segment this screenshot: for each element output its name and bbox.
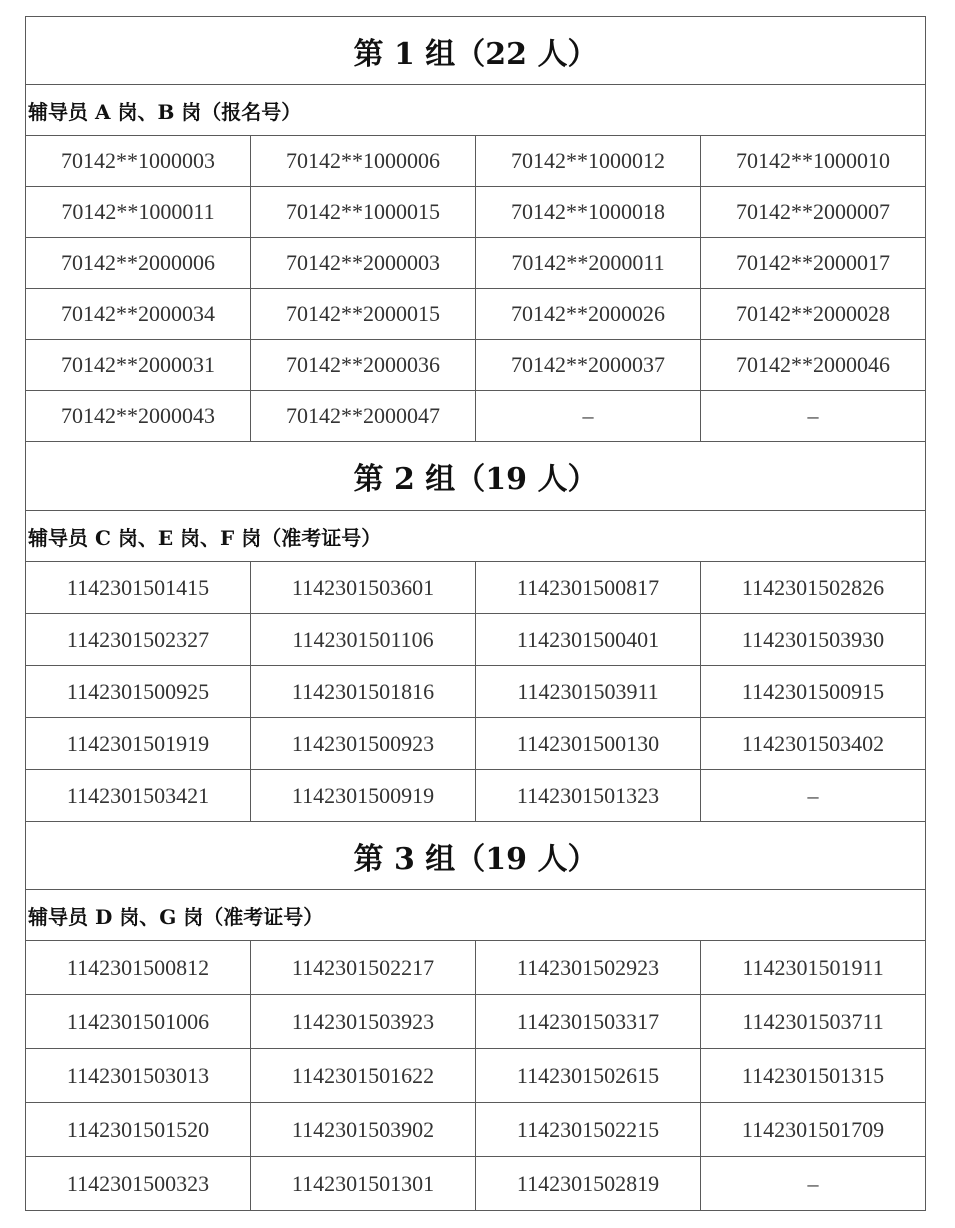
table-cell: 1142301501816 bbox=[251, 666, 476, 718]
table-cell: 70142**2000037 bbox=[476, 340, 701, 391]
group-subtitle: 辅导员 C 岗、E 岗、F 岗（准考证号） bbox=[26, 511, 926, 562]
table-cell: 1142301501520 bbox=[26, 1103, 251, 1157]
table-cell: 70142**2000006 bbox=[26, 238, 251, 289]
table-row bbox=[26, 238, 926, 289]
table-row bbox=[26, 136, 926, 187]
table-cell: 1142301500925 bbox=[26, 666, 251, 718]
table-cell: 1142301500919 bbox=[251, 770, 476, 822]
table-cell: 1142301502215 bbox=[476, 1103, 701, 1157]
table-row bbox=[26, 614, 926, 666]
table-cell: 1142301502819 bbox=[476, 1157, 701, 1211]
table-cell: 1142301501315 bbox=[701, 1049, 926, 1103]
table-cell: 70142**2000011 bbox=[476, 238, 701, 289]
table-cell: 70142**2000015 bbox=[251, 289, 476, 340]
table-cell: 1142301500130 bbox=[476, 718, 701, 770]
table-cell: 1142301502923 bbox=[476, 941, 701, 995]
table-row bbox=[26, 1103, 926, 1157]
group-title: 第 2 组（19 人） bbox=[26, 442, 926, 511]
table-cell: 1142301501911 bbox=[701, 941, 926, 995]
table-row bbox=[26, 289, 926, 340]
table-cell: 70142**1000006 bbox=[251, 136, 476, 187]
table-cell: 1142301501301 bbox=[251, 1157, 476, 1211]
table-cell: 1142301503402 bbox=[701, 718, 926, 770]
table-cell: 1142301501006 bbox=[26, 995, 251, 1049]
group-roster-table bbox=[25, 16, 926, 1211]
table-cell: 70142**2000031 bbox=[26, 340, 251, 391]
table-cell: 1142301500323 bbox=[26, 1157, 251, 1211]
table-row bbox=[26, 562, 926, 614]
table-cell: 1142301501106 bbox=[251, 614, 476, 666]
table-cell: 70142**2000017 bbox=[701, 238, 926, 289]
table-cell: 1142301501415 bbox=[26, 562, 251, 614]
table-cell: 1142301501709 bbox=[701, 1103, 926, 1157]
table-cell: 1142301503923 bbox=[251, 995, 476, 1049]
table-cell: – bbox=[476, 391, 701, 442]
table-cell: 70142**1000003 bbox=[26, 136, 251, 187]
table-cell: 1142301500817 bbox=[476, 562, 701, 614]
table-row bbox=[26, 995, 926, 1049]
table-cell: 1142301502826 bbox=[701, 562, 926, 614]
table-row bbox=[26, 770, 926, 822]
table-cell: 70142**1000011 bbox=[26, 187, 251, 238]
table-cell: 1142301501919 bbox=[26, 718, 251, 770]
table-cell: – bbox=[701, 1157, 926, 1211]
table-row bbox=[26, 941, 926, 995]
group-subtitle: 辅导员 D 岗、G 岗（准考证号） bbox=[26, 890, 926, 941]
table-cell: 70142**1000015 bbox=[251, 187, 476, 238]
table-cell: 1142301503601 bbox=[251, 562, 476, 614]
table-cell: 1142301500923 bbox=[251, 718, 476, 770]
table-cell: 1142301502217 bbox=[251, 941, 476, 995]
table-cell: 1142301503930 bbox=[701, 614, 926, 666]
table-cell: 70142**2000047 bbox=[251, 391, 476, 442]
table-cell: 1142301500401 bbox=[476, 614, 701, 666]
table-row bbox=[26, 1157, 926, 1211]
group-2 bbox=[26, 442, 926, 822]
table-row bbox=[26, 666, 926, 718]
table-cell: 70142**2000036 bbox=[251, 340, 476, 391]
table-cell: 1142301503902 bbox=[251, 1103, 476, 1157]
group-title: 第 1 组（22 人） bbox=[26, 17, 926, 85]
table-cell: 1142301503421 bbox=[26, 770, 251, 822]
table-row bbox=[26, 718, 926, 770]
table-cell: – bbox=[701, 770, 926, 822]
table-row bbox=[26, 187, 926, 238]
table-cell: 70142**1000018 bbox=[476, 187, 701, 238]
table-cell: – bbox=[701, 391, 926, 442]
table-cell: 1142301500915 bbox=[701, 666, 926, 718]
table-cell: 1142301501323 bbox=[476, 770, 701, 822]
table-cell: 1142301503711 bbox=[701, 995, 926, 1049]
table-cell: 1142301502615 bbox=[476, 1049, 701, 1103]
table-cell: 70142**2000007 bbox=[701, 187, 926, 238]
table-cell: 1142301503911 bbox=[476, 666, 701, 718]
table-cell: 1142301503013 bbox=[26, 1049, 251, 1103]
table-cell: 1142301503317 bbox=[476, 995, 701, 1049]
table-cell: 1142301500812 bbox=[26, 941, 251, 995]
table-cell: 1142301501622 bbox=[251, 1049, 476, 1103]
table-cell: 70142**1000012 bbox=[476, 136, 701, 187]
group-title: 第 3 组（19 人） bbox=[26, 822, 926, 890]
table-row bbox=[26, 340, 926, 391]
table-cell: 70142**2000034 bbox=[26, 289, 251, 340]
table-cell: 70142**2000043 bbox=[26, 391, 251, 442]
table-cell: 70142**2000003 bbox=[251, 238, 476, 289]
table-cell: 70142**2000026 bbox=[476, 289, 701, 340]
table-row bbox=[26, 391, 926, 442]
table-cell: 70142**2000046 bbox=[701, 340, 926, 391]
group-3 bbox=[26, 822, 926, 1211]
group-subtitle: 辅导员 A 岗、B 岗（报名号） bbox=[26, 85, 926, 136]
table-cell: 70142**2000028 bbox=[701, 289, 926, 340]
table-row bbox=[26, 1049, 926, 1103]
table-cell: 1142301502327 bbox=[26, 614, 251, 666]
table-cell: 70142**1000010 bbox=[701, 136, 926, 187]
group-1 bbox=[26, 17, 926, 442]
